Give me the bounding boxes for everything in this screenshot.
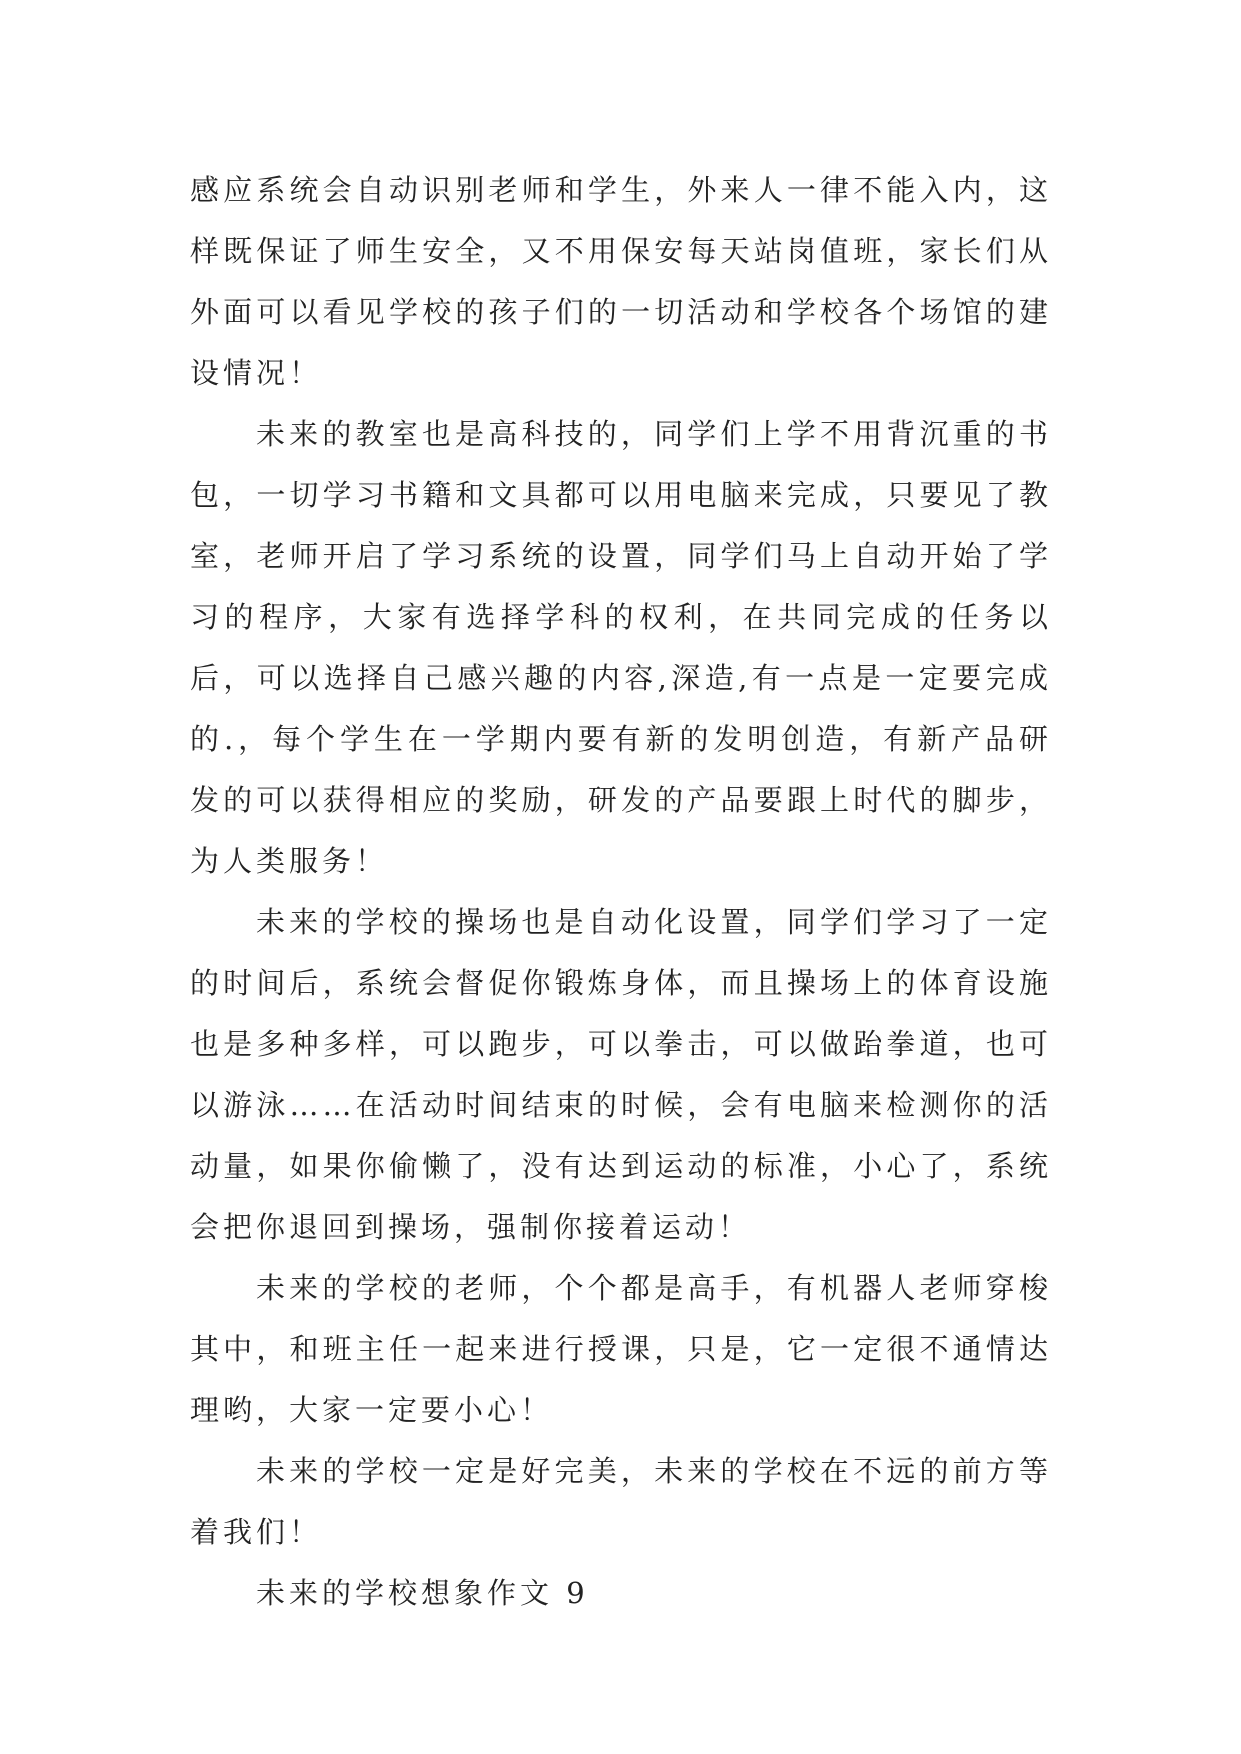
paragraph-4: 未来的学校的老师，个个都是高手，有机器人老师穿梭其中，和班主任一起来进行授课，只是，它一定很不通情达理哟，大家一定要小心！ bbox=[190, 1271, 1052, 1427]
paragraph-2: 未来的教室也是高科技的，同学们上学不用背沉重的书包，一切学习书籍和文具都可以用电脑来完成，只要见了教室，老师开启了学习系统的设置，同学们马上自动开始了学习的程序，大家有选择学科的权利，在共同完成的任务以后，可以选择自己感兴趣的内容,深造,有一点是一定要完成的.，每个学生在一学期内要有新的发明创造，有新产品研发的可以获得相应的奖励，研发的产品要跟上时代的脚步，为人类服务！ bbox=[190, 417, 1052, 878]
section-title: 未来的学校想象作文 9 bbox=[256, 1576, 589, 1610]
paragraph-3: 未来的学校的操场也是自动化设置，同学们学习了一定的时间后，系统会督促你锻炼身体，而且操场上的体育设施也是多种多样，可以跑步，可以拳击，可以做跆拳道，也可以游泳……在活动时间结束的时候，会有电脑来检测你的活动量，如果你偷懒了，没有达到运动的标准，小心了，系统会把你退回到操场，强制你接着运动！ bbox=[190, 905, 1052, 1244]
paragraph-5: 未来的学校一定是好完美，未来的学校在不远的前方等着我们！ bbox=[190, 1454, 1052, 1549]
paragraph-1: 感应系统会自动识别老师和学生，外来人一律不能入内，这样既保证了师生安全，又不用保安每天站岗值班，家长们从外面可以看见学校的孩子们的一切活动和学校各个场馆的建设情况！ bbox=[190, 173, 1052, 390]
document-body bbox=[190, 160, 1052, 1624]
